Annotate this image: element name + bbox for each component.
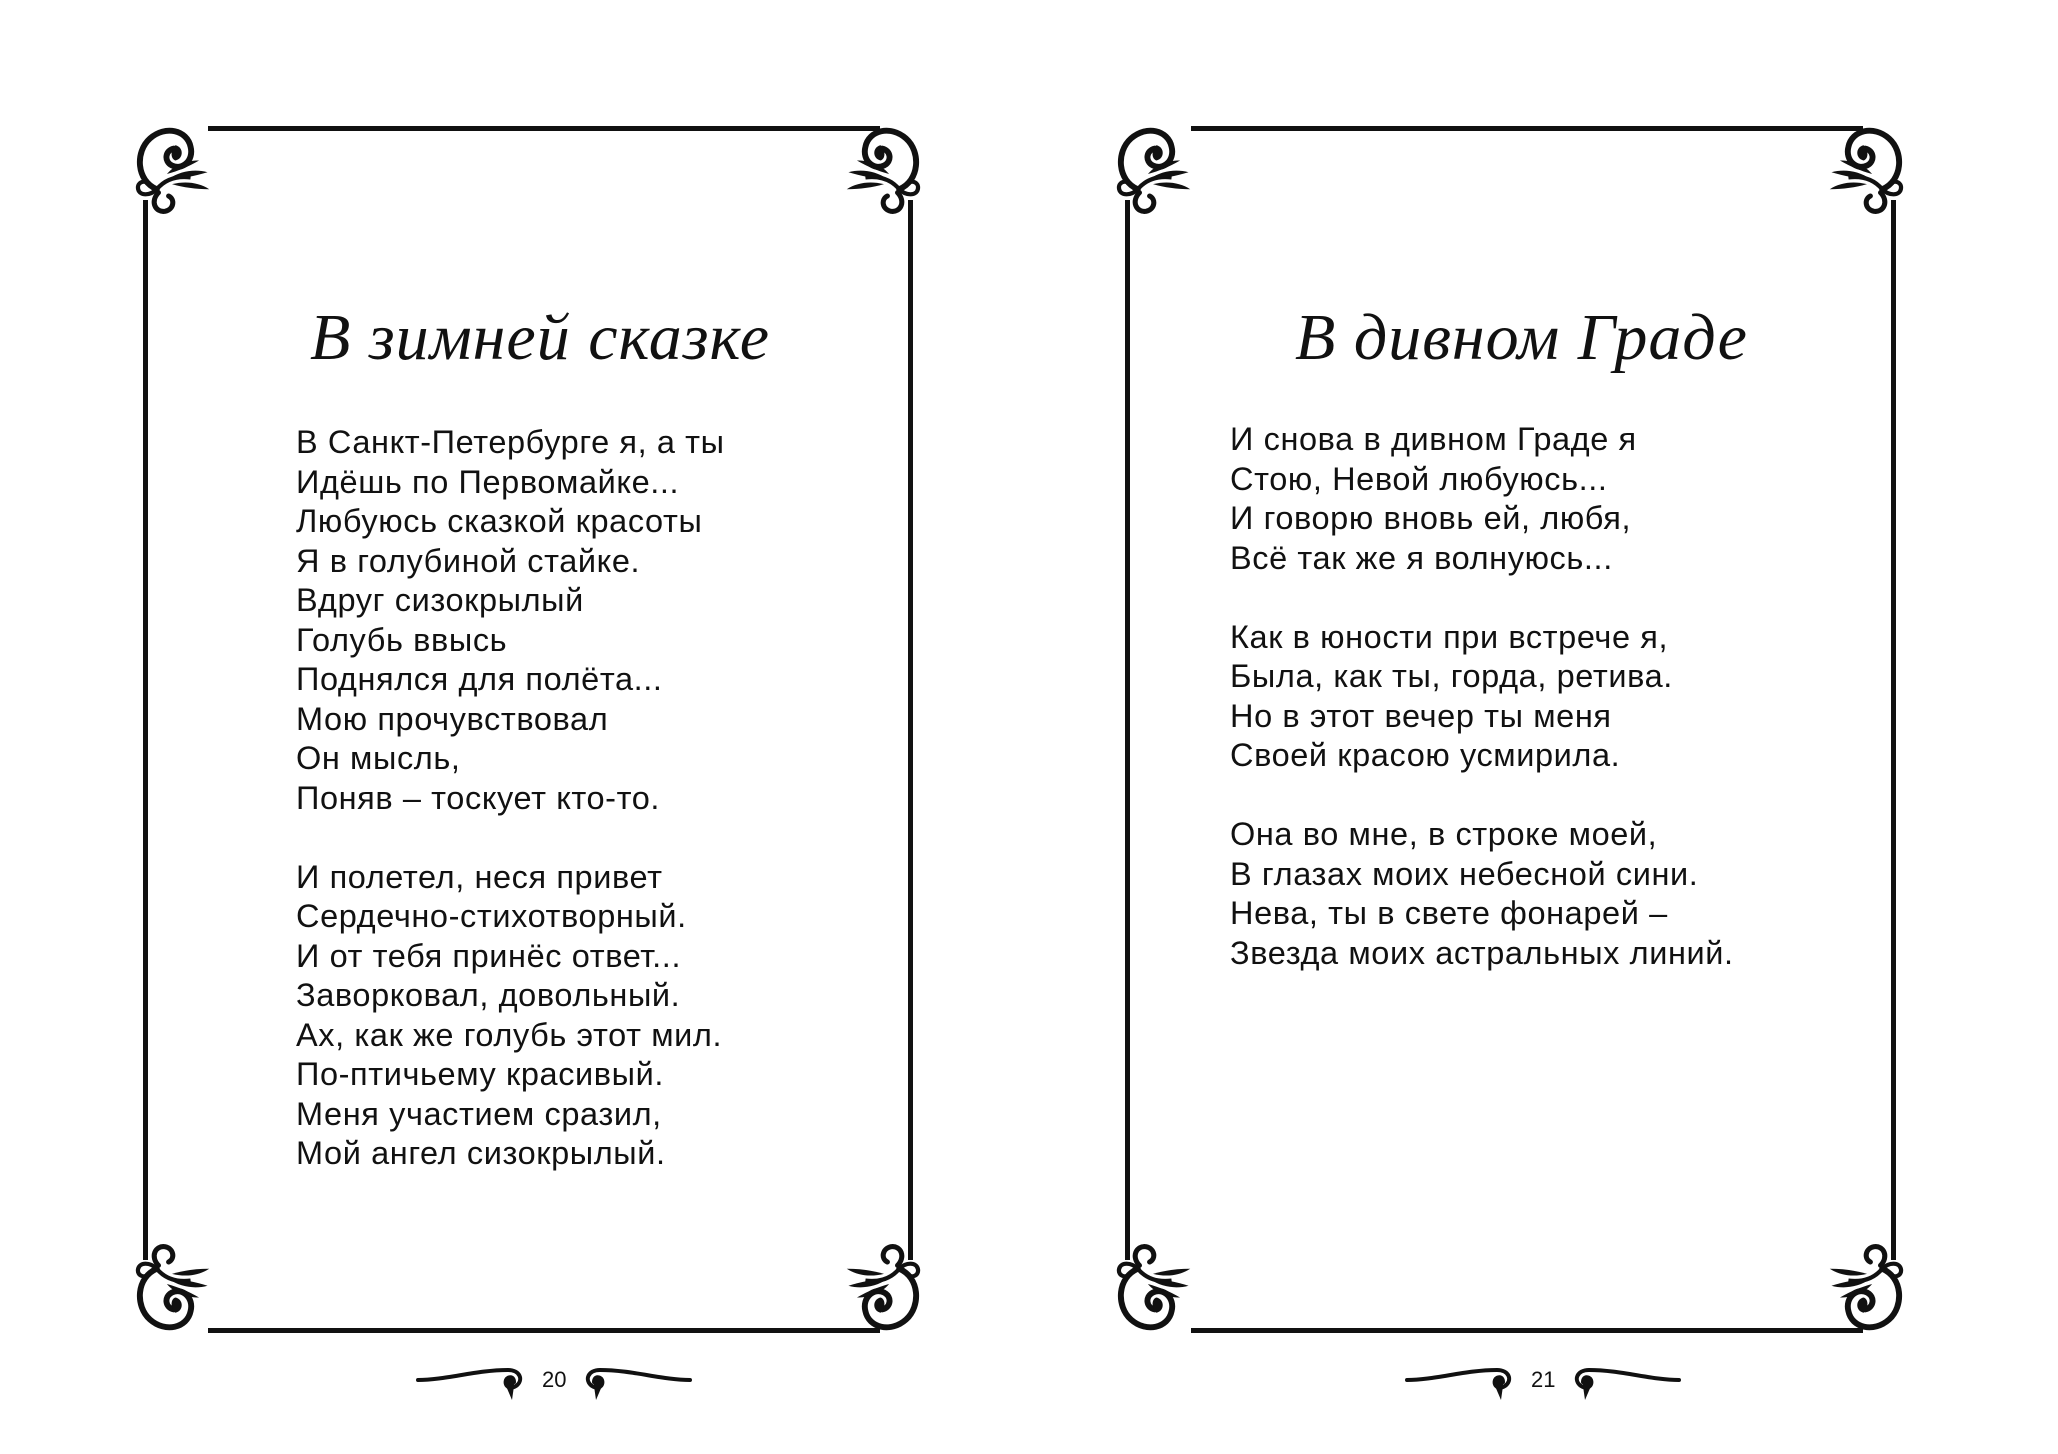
poem-line: Нева, ты в свете фонарей – [1230, 895, 1668, 931]
poem-line: Всё так же я волнуюсь... [1230, 539, 1613, 576]
floral-swirl-corner-icon [124, 1240, 220, 1350]
poem-line: В Санкт-Петербурге я, а ты [296, 424, 725, 460]
page-number: 20 [542, 1367, 567, 1392]
poem-title: В зимней сказке [310, 301, 771, 374]
poem-body [1230, 420, 1734, 1013]
stanza [296, 423, 725, 818]
curl-swash-icon [1405, 1360, 1517, 1400]
poem-line: Поднялся для полёта... [296, 661, 663, 697]
poem-line: Мою прочувствовал [296, 700, 609, 737]
poem-line: Как в юности при встрече я, [1230, 618, 1669, 655]
poem-line: Она во мне, в строке моей, [1230, 816, 1658, 852]
poem-line: И снова в дивном Граде я [1230, 421, 1637, 457]
floral-swirl-corner-icon [1105, 1240, 1201, 1350]
floral-swirl-corner-icon [1819, 108, 1915, 218]
poem-title: В дивном Граде [1295, 301, 1748, 374]
poem-line: И полетел, неся привет [296, 858, 663, 895]
poem-line: Звезда моих астральных линий. [1230, 934, 1734, 971]
poem-body [296, 423, 725, 1213]
poem-line: Любуюсь сказкой красоты [296, 503, 703, 539]
poem-line: Он мысль, [296, 740, 461, 776]
curl-swash-icon [416, 1360, 528, 1400]
poem-line: Своей красою усмирила. [1230, 737, 1621, 773]
poem-line: В глазах моих небесной сини. [1230, 855, 1699, 892]
floral-swirl-corner-icon [1105, 108, 1201, 218]
floral-swirl-corner-icon [124, 108, 220, 218]
poem-line: Сердечно-стихотворный. [296, 898, 687, 934]
poem-line: Меня участием сразил, [296, 1095, 662, 1132]
frame-top-border [1191, 126, 1863, 131]
frame-left-border [143, 200, 148, 1260]
stanza [296, 858, 725, 1174]
poem-line: Мой ангел сизокрылый. [296, 1135, 666, 1171]
poem-line: Стою, Невой любуюсь... [1230, 460, 1608, 497]
floral-swirl-corner-icon [836, 108, 932, 218]
poem-line: Я в голубиной стайке. [296, 542, 641, 579]
poem-line: Голубь ввысь [296, 621, 508, 658]
poem-line: Была, как ты, горда, ретива. [1230, 658, 1673, 694]
floral-swirl-corner-icon [836, 1240, 932, 1350]
curl-swash-icon [580, 1360, 692, 1400]
poem-line: Поняв – тоскует кто-то. [296, 779, 661, 816]
page-number-footer [1405, 1360, 1681, 1400]
frame-right-border [1891, 200, 1896, 1260]
frame-right-border [908, 200, 913, 1260]
curl-swash-icon [1569, 1360, 1681, 1400]
poem-line: Идёшь по Первомайке... [296, 463, 680, 500]
right-page [1029, 0, 2058, 1454]
frame-bottom-border [1191, 1328, 1863, 1333]
poem-line: Ах, как же голубь этот мил. [296, 1016, 723, 1053]
poem-line: По-птичьему красивый. [296, 1056, 665, 1092]
poem-line: Заворковал, довольный. [296, 977, 681, 1013]
poem-line: И говорю вновь ей, любя, [1230, 500, 1632, 536]
stanza [1230, 618, 1734, 776]
page-number-footer [416, 1360, 692, 1400]
page-number: 21 [1531, 1367, 1556, 1392]
frame-left-border [1125, 200, 1130, 1260]
poem-line: Вдруг сизокрылый [296, 582, 584, 618]
frame-bottom-border [208, 1328, 880, 1333]
stanza [1230, 815, 1734, 973]
poem-line: Но в этот вечер ты меня [1230, 697, 1612, 734]
stanza [1230, 420, 1734, 578]
floral-swirl-corner-icon [1819, 1240, 1915, 1350]
frame-top-border [208, 126, 880, 131]
poem-line: И от тебя принёс ответ... [296, 937, 682, 974]
